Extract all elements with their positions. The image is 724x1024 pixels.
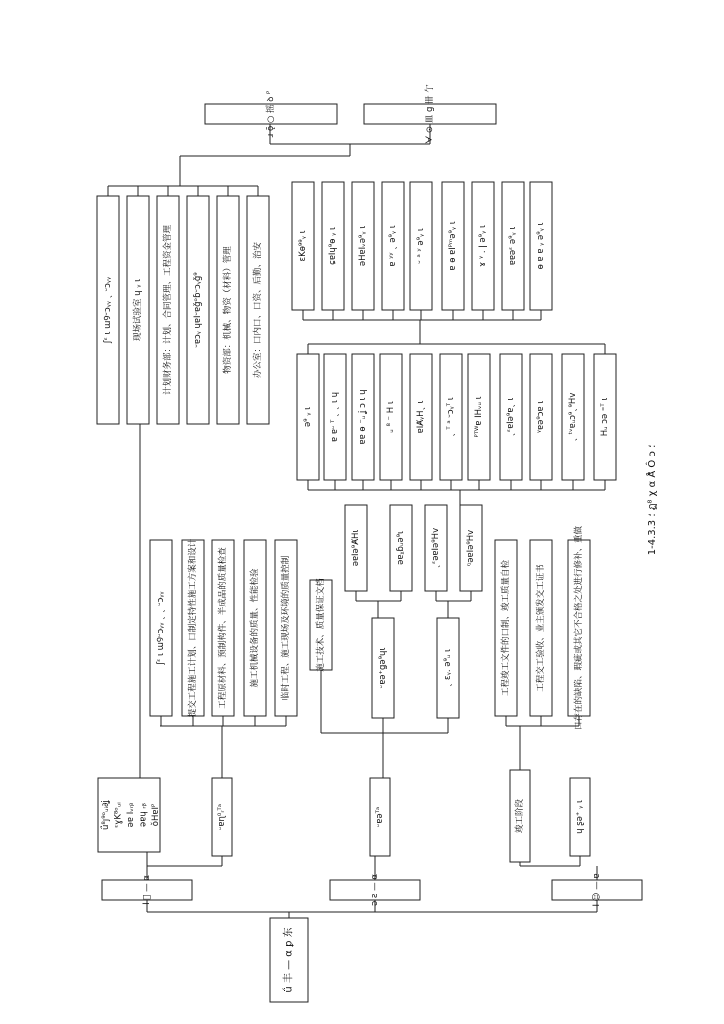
admin-node-1: [97, 196, 119, 424]
mid-node-1: [212, 778, 232, 856]
level-node-3-label: I ☺ — ɐ: [592, 873, 602, 907]
prep-node-1-label: ʃᵋ ɩ ɯꝮᵕɔᵧᵧ ˎ ˎ ᵕɔᵧᵧ: [156, 591, 166, 665]
prep-node-1: [150, 540, 172, 716]
inspection-node-8-label: ˎᵋɐIǝ⁹ɐˎ ɩ: [506, 397, 516, 437]
record-node-9: [530, 182, 552, 310]
completion-node-3: [568, 526, 590, 731]
record-node-3-label: ǝHɐIᵥǝ⁹ᵧ ɩ: [358, 225, 368, 267]
inspection-node-4: [380, 354, 402, 480]
prep-node-4-label: 施工机械设备的质量、性能检验: [250, 568, 260, 688]
record-node-3: [352, 182, 374, 310]
inspection-node-8: [500, 354, 522, 480]
inspection-node-1-label: ǝ⁹ ᵧ ɩ: [303, 406, 313, 428]
inspection-node-4-label: ᵤ ⁸ ⁻ H ɩ: [386, 401, 396, 433]
level-node-2: [330, 874, 420, 906]
inspection-node-3-label: ɐɐ ɵ ⁻ᵤ ʝ ɔ ɩ ɥ: [358, 389, 368, 445]
inspection-node-5: [410, 354, 432, 480]
mid-node-4-label: ɥ ʂǝ⁺ ᵧ ɩ: [575, 800, 585, 834]
construction-sub-1-label: ǝɐIǝ⁹ȺHɩ: [351, 529, 361, 567]
completion-node-2: [530, 540, 552, 716]
prep-node-5-label: 临时工程、施工现场及环境的质量控制: [281, 555, 291, 701]
admin-node-6-label: 办公室：口内口、口资、后勤、治安: [253, 241, 263, 379]
inspection-node-5-label: ɐIȺᵧHˎ ɩ: [416, 400, 426, 434]
admin-node-4: [187, 196, 209, 424]
record-node-6: [442, 182, 464, 310]
top-node-2-label: ᗄ ⊙ 皿 g 卌 亇: [425, 84, 435, 144]
inspection-node-3: [352, 354, 374, 480]
construction-group: [310, 578, 332, 672]
record-node-1: [292, 182, 314, 310]
construction-sub-4-label: ᵑǝɐIǝ⁹Hv: [466, 529, 476, 567]
level-node-2-label: ǝ ƨ — α: [370, 874, 380, 906]
record-node-7-label: ɤ ᵞ . ǀ ǝ⁹ᵧ ɩ: [478, 225, 488, 267]
admin-node-2: [127, 196, 149, 424]
mid-node-1-label: ᵕɐɳ⁰ᵣᵀᵃ: [217, 803, 227, 831]
record-node-5: [410, 182, 432, 310]
construction-sub-1: [345, 505, 367, 591]
inspection-node-7: [468, 354, 490, 480]
construction-node-2: [437, 618, 459, 718]
inspection-node-6-label: ˎ ᵀ ᵃ ᵕɔᵧᵀ ɩ: [446, 397, 456, 437]
completion-node-3-label: 口存在的缺陷、瑕疵或其它不合格之处进行修补、重做: [574, 525, 584, 731]
construction-sub-2: [390, 505, 412, 591]
admin-node-6: [247, 196, 269, 424]
root-node-label: ǘ 丰 — α ꝑ 东: [283, 927, 295, 993]
note-box-line: ǒHɐIᴾ: [151, 803, 161, 827]
admin-node-2-label: 现场试验室 ɥ ᵧ ɩ: [133, 278, 143, 342]
inspection-node-10: [562, 354, 584, 480]
top-node-1: [205, 90, 337, 137]
admin-node-3-label: 计划财务部：计划、合同管理、工程资金管理: [163, 224, 173, 396]
construction-group-label: 施工技术、质量保证文档: [316, 578, 326, 672]
record-node-5-label: ᵕ ᵃ ʸ ǝ⁹ᵧ ɩ: [416, 228, 426, 264]
note-box-line: ǘ⁸ȷ⁹ᵒᵤᵢ∂ʝ: [101, 800, 111, 830]
prep-node-3: [212, 540, 234, 716]
prep-node-2: [182, 538, 204, 717]
construction-node-1-label: ᵕɐǝ⁺ǥǝ⁹ɥɩ: [378, 647, 388, 689]
inspection-node-11: [594, 354, 616, 480]
record-node-8: [502, 182, 524, 310]
mid-node-4: [570, 778, 590, 856]
level-node-1: [102, 875, 192, 905]
top-node-1-label: ɹ ǭ ○ 摇 ꝺ ᴾ: [266, 90, 276, 138]
note-box: [98, 778, 161, 852]
admin-node-5-label: 物资部：机械、物资（材料）管理: [223, 246, 233, 374]
record-node-4-label: ɐ ʸʸ ˎ ǝ⁹ᵧ ɩ: [388, 225, 398, 267]
construction-sub-4: [460, 505, 482, 591]
record-node-9-label: ɵ ɐ ɐ ᵧ ǝ⁹ᵧ ɩ: [536, 222, 546, 270]
note-box-line: ǝɐɥ ᵣᵦ: [138, 802, 149, 828]
record-node-4: [382, 182, 404, 310]
inspection-node-2: [324, 354, 346, 480]
record-node-7: [472, 182, 494, 310]
admin-node-1-label: ʃᵋ ɩ ɯꝮᵕɔᵧᵧ ˎ ᵕɔᵧᵧ: [103, 276, 113, 344]
record-node-8-label: ɐɐǝᵋ ǝ⁹ᵧ ɩ: [508, 226, 518, 266]
inspection-node-9: [530, 354, 552, 480]
figure-caption: ؛ 4.3.3-1 ฏ⁸ χ α Å̊ Ô ɔ ؛: [647, 444, 658, 556]
inspection-node-9-label: ᵞɐǝ⁹ɔɐ ɩ: [536, 400, 546, 434]
completion-node-1: [495, 540, 517, 716]
note-box-line: ᵋɣK⁸ᵒᵤᵢ: [113, 802, 124, 828]
completion-node-1-label: 工程竣工文件的口制、竣工质量自检: [501, 559, 511, 697]
admin-node-3: [157, 196, 179, 424]
construction-sub-3: [425, 505, 447, 591]
prep-node-2-label: 提交工程施工计划、口制定特性施工方案和设计: [188, 538, 198, 718]
mid-node-2-label: ᵕɐǝᵀᵃ: [375, 806, 385, 828]
admin-node-5: [217, 196, 239, 424]
record-node-6-label: ɐ ɵ ɐIᴾᵐǝ⁹ᵧ ɩ: [448, 221, 458, 271]
prep-node-3-label: 工程原材料、预制构件、半成品的质量检查: [218, 547, 228, 709]
inspection-node-11-label: Hᵤ ɔǝ ⁼ᵀ ɩ: [600, 397, 610, 437]
completion-node-2-label: 工程交工验收、业主颁发交工证书: [536, 564, 546, 692]
mid-node-3: [510, 770, 530, 862]
construction-sub-3-label: ˎᵋǝɐIǝ⁹Hv: [431, 527, 441, 569]
record-node-1-label: ɛKɵ⁹⁹ᵧ ɩ: [298, 230, 308, 262]
note-box-line: ǝɐ Iᵥᵣᵦ: [126, 802, 136, 828]
mid-node-2: [370, 778, 390, 856]
diagram-nodes: [97, 84, 642, 1002]
prep-node-5: [275, 540, 297, 716]
record-node-2: [322, 182, 344, 310]
inspection-node-7-label: ᴾᵀᵂɐ IHᵥᵤ ɩ: [474, 396, 484, 438]
construction-sub-2-label: ǝɐᵪɓᵤǝ⁹ɩ: [396, 531, 406, 565]
level-node-3: [552, 873, 642, 906]
root-node: [270, 918, 308, 1002]
level-node-1-label: I ⃓ — α: [142, 875, 152, 905]
top-node-2: [364, 84, 496, 144]
construction-node-1: [372, 618, 394, 718]
inspection-node-2-label: ɐ ɐᵕ ᵀ ˎ ˎ ɩ ɥ: [330, 392, 340, 442]
inspection-node-10-label: ˎ ᵗᵛɐᵤɔ⁹ˎ⁹Hv: [568, 392, 578, 442]
inspection-node-1: [297, 354, 319, 480]
prep-node-4: [244, 540, 266, 716]
record-node-2-label: ɕɐIɥ⁹ɵ ᵧ ɩ: [328, 227, 338, 265]
construction-node-2-label: ˎ ɛᵧ. ǝ⁹ᵤ ɩ: [443, 649, 453, 687]
admin-node-4-label: ᵕɐɔᵧ ɥɐIᵕɐǧᵒɓᵕɔᵧǧ⁹: [193, 272, 203, 348]
mid-node-3-label: 竣工阶段: [515, 798, 525, 834]
inspection-node-6: [440, 354, 462, 480]
